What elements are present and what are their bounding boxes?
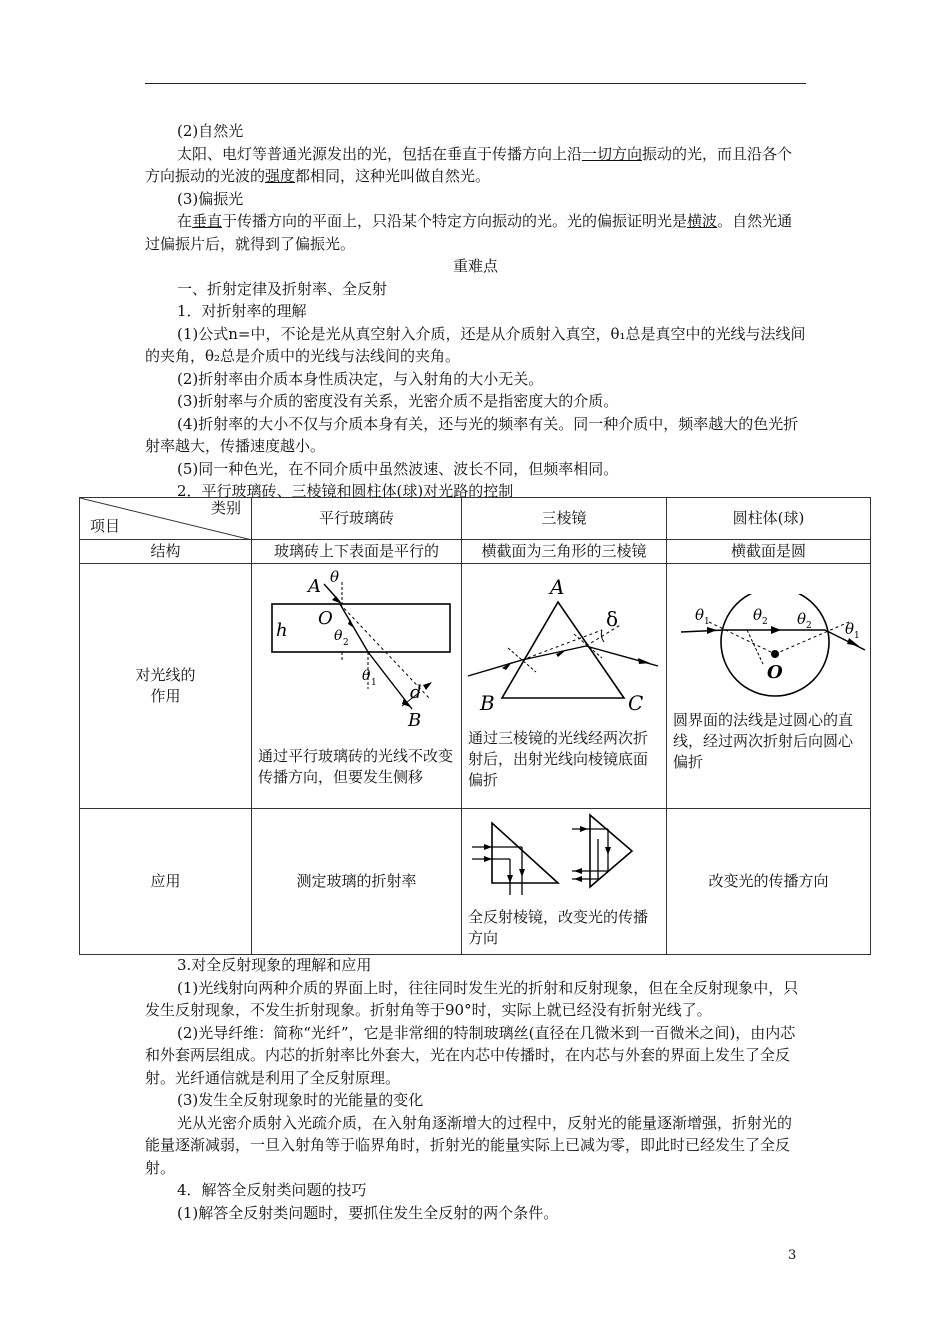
label-theta2-left-sub: 2 (762, 617, 768, 627)
structure-cylinder: 横截面是圆 (667, 540, 871, 564)
effect-cylinder-cell (667, 564, 871, 809)
label-theta2-left: θ (753, 606, 763, 624)
part3-heading: 3.对全反射现象的理解和应用 (177, 956, 372, 974)
corner-label-item: 项目 (90, 517, 121, 535)
refraction-item-2: (2)折射率由介质本身性质决定，与入射角的大小无关。 (177, 369, 544, 388)
label-C: C (628, 691, 644, 715)
natural-light-paragraph: 太阳、电灯等普通光源发出的光，包括在垂直于传播方向上沿一切方向振动的光，而且沿各个方向振动的光波的强度都相同，这种光叫做自然光。 (145, 144, 793, 185)
section-light-types (145, 120, 806, 503)
app-glass-brick: 测定玻璃的折射率 (252, 809, 462, 955)
total-reflection-prism-diagram (462, 809, 665, 899)
effect-cylinder-text: 圆界面的法线是过圆心的直线，经过两次折射后向圆心偏折 (673, 711, 854, 771)
heading-polarized-light: (3)偏振光 (177, 189, 244, 208)
label-h: h (276, 620, 288, 641)
total-reflection-item-1: (1)光线射向两种介质的界面上时，往往同时发生光的折射和反射现象，但在全反射现象中，只发生反射现象，不发生折射现象。折射角等于90°时，实际上就已经没有折射光线了。 (145, 978, 799, 1019)
effect-glass-brick-cell (252, 564, 462, 809)
cylinder-diagram (667, 594, 869, 702)
structure-prism: 横截面为三角形的三棱镜 (462, 540, 667, 564)
heading-natural-light: (2)自然光 (177, 122, 244, 140)
row-label-structure: 结构 (80, 540, 252, 564)
table-row-effect (80, 564, 871, 809)
label-theta2-right: θ (797, 610, 807, 628)
label-theta1-left: θ (695, 606, 705, 624)
label-A: A (308, 576, 321, 597)
header-rule (145, 83, 806, 84)
label-theta1-right-sub: 1 (854, 631, 860, 641)
corner-label-category: 类别 (210, 499, 241, 517)
label-O: O (767, 662, 783, 683)
energy-change-paragraph: 光从光密介质射入光疏介质，在入射角逐渐增大的过程中，反射光的能量逐渐增强，折射光的能量逐渐减弱，一旦入射角等于临界角时，折射光的能量实际上已减为零，即此时已经发生了全反射。 (145, 1113, 793, 1177)
polarized-light-paragraph: 在垂直于传播方向的平面上，只沿某个特定方向振动的光。光的偏振证明光是横波。自然光通过偏振片后，就得到了偏振光。 (145, 212, 793, 253)
total-reflection-item-3: (3)发生全反射现象时的光能量的变化 (177, 1091, 424, 1109)
key-points-title: 重难点 (452, 257, 498, 275)
app-cylinder: 改变光的传播方向 (667, 809, 871, 955)
part1-sub2-heading: 2．平行玻璃砖、三棱镜和圆柱体(球)对光路的控制 (177, 482, 514, 500)
refraction-item-5: (5)同一种色光，在不同介质中虽然波速、波长不同，但频率相同。 (177, 459, 619, 478)
refraction-item-4: (4)折射率的大小不仅与介质本身有关，还与光的频率有关。同一种介质中，频率越大的色光折射率越大，传播速度越小。 (145, 414, 799, 455)
row-label-effect: 对光线的作用 (80, 564, 252, 809)
part4-heading: 4．解答全反射类问题的技巧 (177, 1181, 367, 1199)
part1-heading: 一、折射定律及折射率、全反射 (177, 279, 388, 298)
effect-prism-cell (462, 564, 667, 809)
table-corner-cell (80, 498, 252, 540)
label-theta2-sub: 2 (343, 638, 349, 648)
label-A: A (550, 575, 565, 599)
label-theta1-left-sub: 1 (704, 617, 710, 627)
technique-item-1: (1)解答全反射类问题时，要抓住发生全反射的两个条件。 (177, 1203, 559, 1222)
label-B: B (480, 691, 495, 715)
page-number: 3 (788, 1248, 797, 1263)
col-header-prism: 三棱镜 (462, 498, 667, 540)
label-d: d (410, 682, 422, 703)
section-total-reflection (145, 954, 806, 1224)
prism-diagram (462, 564, 665, 716)
part1-sub1-heading: 1．对折射率的理解 (177, 302, 307, 320)
label-theta: θ (330, 568, 340, 586)
label-theta2-right-sub: 2 (806, 621, 812, 631)
col-header-glass-brick: 平行玻璃砖 (252, 498, 462, 540)
label-B: B (408, 710, 422, 731)
label-delta: δ (606, 607, 619, 631)
label-theta1-sub: 1 (371, 678, 377, 688)
table-row-structure (80, 540, 871, 564)
total-reflection-item-2: (2)光导纤维：简称“光纤”，它是非常细的特制玻璃丝(直径在几微米到一百微米之间)，由内芯和外套两层组成。内芯的折射率比外套大，光在内芯中传播时，在内芯与外套的界面上发生了全反射。光纤通信就是利用了全反射原理。 (145, 1023, 796, 1087)
label-theta1-right: θ (845, 620, 855, 638)
refraction-item-1: (1)公式n=中，不论是光从真空射入介质，还是从介质射入真空，θ₁总是真空中的光线与法线间的夹角，θ₂总是介质中的光线与法线间的夹角。 (145, 324, 806, 365)
glass-brick-diagram (252, 564, 460, 732)
effect-prism-text: 通过三棱镜的光线经两次折射后，出射光线向棱镜底面偏折 (468, 729, 649, 789)
effect-glass-brick-text: 通过平行玻璃砖的光线不改变传播方向，但要发生侧移 (258, 747, 454, 786)
structure-glass-brick: 玻璃砖上下表面是平行的 (252, 540, 462, 564)
label-O: O (318, 608, 333, 629)
refraction-item-3: (3)折射率与介质的密度没有关系，光密介质不是指密度大的介质。 (177, 392, 619, 410)
app-prism-cell (462, 809, 667, 955)
label-theta2: θ (334, 628, 343, 644)
table-row-application (80, 809, 871, 955)
table-header-row (80, 498, 871, 540)
row-label-application: 应用 (80, 809, 252, 955)
app-prism-text: 全反射棱镜，改变光的传播方向 (468, 908, 649, 947)
col-header-cylinder: 圆柱体(球) (667, 498, 871, 540)
light-path-table (79, 497, 871, 955)
label-theta1: θ (362, 668, 371, 684)
